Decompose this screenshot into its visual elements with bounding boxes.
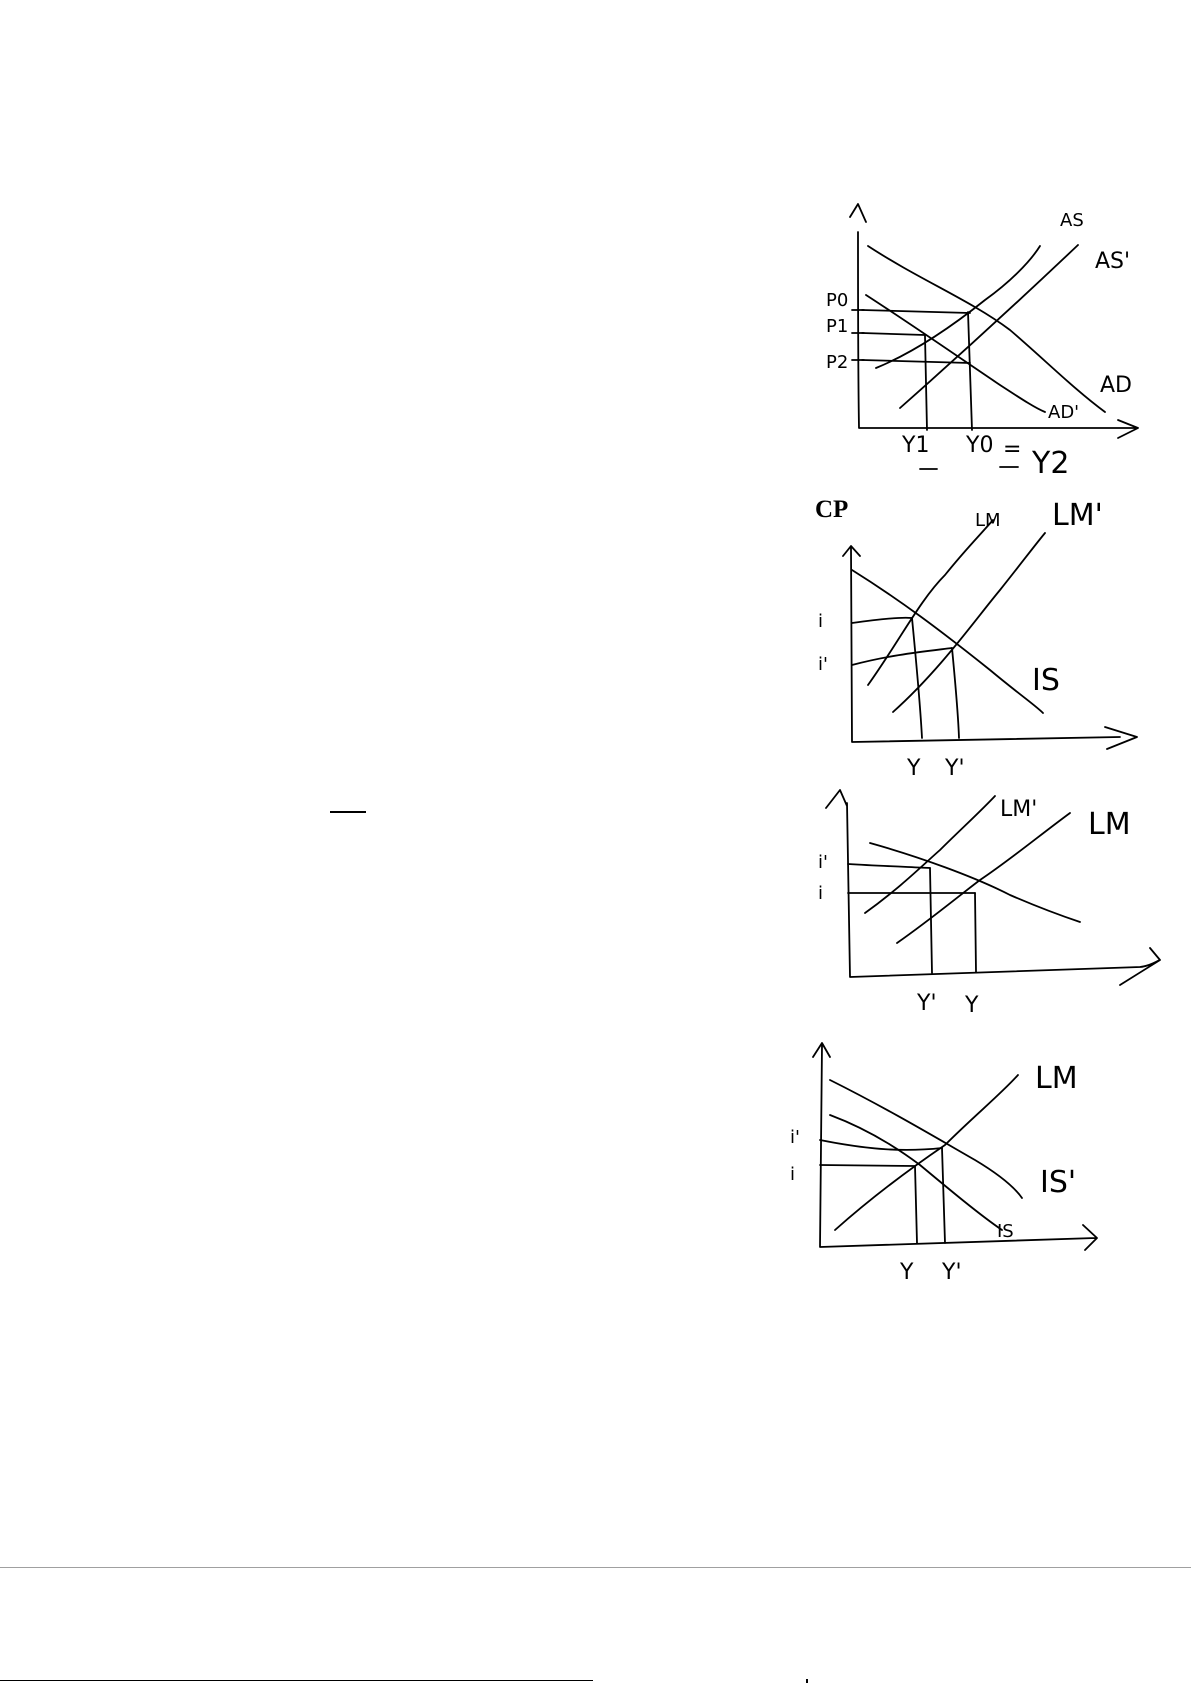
y-prime-line xyxy=(952,648,959,738)
graph-contraction xyxy=(818,790,1160,1018)
lm-curve-3 xyxy=(897,813,1070,943)
lm-prime-curve xyxy=(893,533,1045,712)
footer-divider xyxy=(0,1567,1191,1568)
is-prime-label: IS' xyxy=(1040,1165,1077,1200)
ad-curve xyxy=(868,246,1105,412)
i-prime-label-3: i' xyxy=(818,852,828,873)
graph-fiscal xyxy=(790,1043,1097,1285)
i-prime-line-4 xyxy=(820,1140,942,1150)
y-prime-line-4 xyxy=(942,1148,945,1243)
p1-line xyxy=(862,333,925,335)
graph-as-ad xyxy=(826,204,1138,481)
footnote-tick xyxy=(806,1679,808,1683)
i-line-4 xyxy=(820,1165,915,1166)
i-prime-line-3 xyxy=(848,864,930,868)
p2-label: P2 xyxy=(826,352,849,373)
lm-label-3: LM xyxy=(1088,807,1131,842)
as-prime-label: AS' xyxy=(1095,249,1131,274)
y-line-4 xyxy=(915,1166,917,1243)
y-prime-label-3: Y' xyxy=(917,991,937,1016)
lm-label-4: LM xyxy=(1035,1061,1078,1096)
y0-label: Y0 xyxy=(966,433,994,458)
i-label-3: i xyxy=(818,883,824,904)
lm-prime-label-3: LM' xyxy=(1000,797,1038,822)
i-prime-line xyxy=(852,648,952,665)
lm-curve-4 xyxy=(835,1075,1018,1230)
y1-line xyxy=(925,336,927,430)
lm-prime-label: LM' xyxy=(1052,498,1103,533)
is-curve xyxy=(852,570,1043,713)
i-label: i xyxy=(818,611,824,632)
section-label-cp: CP xyxy=(815,496,849,523)
i-prime-label: i' xyxy=(818,654,828,675)
as-label: AS xyxy=(1060,210,1084,231)
p0-line xyxy=(862,310,970,313)
y-line xyxy=(912,618,922,738)
y2-label: Y2 xyxy=(1032,446,1070,481)
is-label: IS xyxy=(1032,663,1060,698)
graph2-axes xyxy=(843,546,1137,749)
ad-prime-label: AD' xyxy=(1048,402,1080,423)
y1-label: Y1 xyxy=(902,433,930,458)
i-prime-label-4: i' xyxy=(790,1127,800,1148)
as-curve xyxy=(876,246,1040,368)
y-line-3 xyxy=(975,893,976,972)
y-label: Y xyxy=(907,756,921,781)
equals-sign: = xyxy=(1003,437,1022,462)
graph-monetary xyxy=(818,498,1137,781)
lm-curve xyxy=(868,520,993,685)
is-prime-curve xyxy=(830,1080,1022,1198)
y-label-3: Y xyxy=(965,993,979,1018)
ad-label: AD xyxy=(1100,373,1132,398)
i-label-4: i xyxy=(790,1164,796,1185)
p0-label: P0 xyxy=(826,290,849,311)
y-label-4: Y xyxy=(900,1260,914,1285)
y-prime-label: Y' xyxy=(945,756,965,781)
i-line xyxy=(852,618,912,623)
graph1-axes xyxy=(850,204,1138,438)
is-label-4: IS xyxy=(997,1221,1014,1242)
y0-line xyxy=(968,312,972,430)
p1-label: P1 xyxy=(826,316,849,337)
lm-label: LM xyxy=(975,510,1001,531)
footnote-rule xyxy=(0,1680,593,1681)
y-prime-line-3 xyxy=(930,868,932,973)
y-prime-label-4: Y' xyxy=(942,1260,962,1285)
